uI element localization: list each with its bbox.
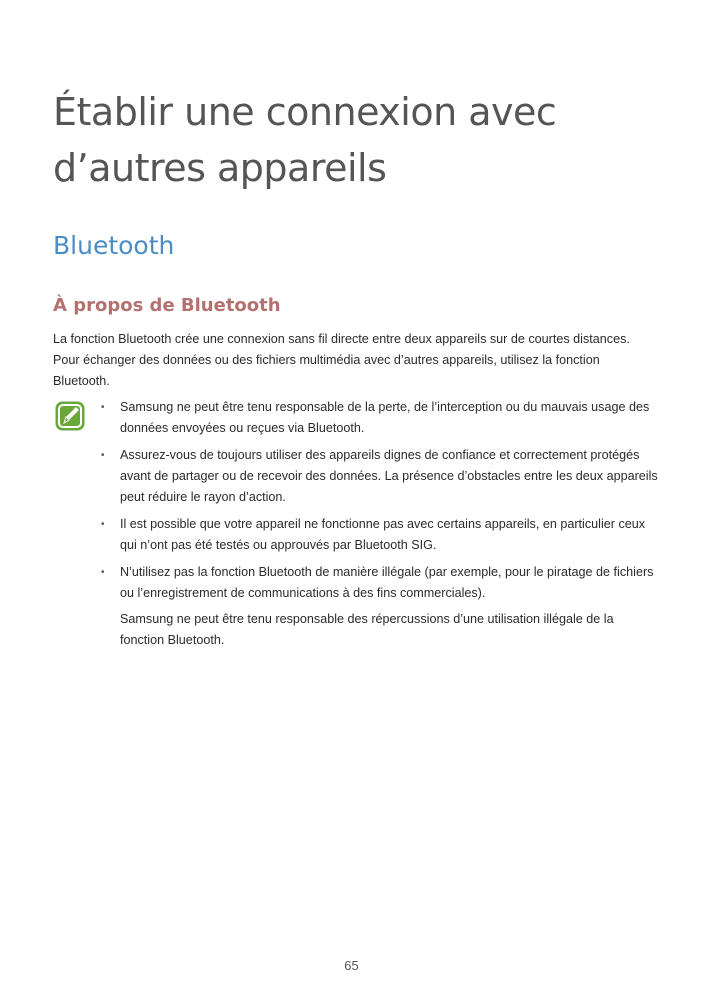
subsection-title: À propos de Bluetooth bbox=[53, 295, 281, 316]
note-bullet-item bbox=[100, 562, 660, 651]
bullet-text: Il est possible que votre appareil ne fonctionne pas avec certains appareils, en particulier ceux qui n’ont pas été testés ou approuvés par Bluetooth SIG. bbox=[120, 517, 646, 552]
page-title-line-2: d’autres appareils bbox=[53, 146, 387, 190]
note-bullet-list bbox=[100, 397, 660, 657]
bullet-text: N’utilisez pas la fonction Bluetooth de manière illégale (par exemple, pour le piratage de fichiers ou l’enregistrement de communications à des fins commerciales). bbox=[120, 565, 654, 600]
note-bullet-item bbox=[100, 514, 660, 556]
page-title-line-1: Établir une connexion avec bbox=[53, 90, 557, 134]
bullet-text: Assurez-vous de toujours utiliser des appareils dignes de confiance et correctement protégés avant de partager ou de recevoir des données. La présence d’obstacles entre les deux appareils peut réduire le rayon d’action. bbox=[120, 448, 658, 504]
section-title: Bluetooth bbox=[53, 231, 175, 260]
note-bullet-item bbox=[100, 397, 660, 439]
bullet-text: Samsung ne peut être tenu responsable de la perte, de l’interception ou du mauvais usage des données envoyées ou reçues via Bluetooth. bbox=[120, 400, 650, 435]
note-bullet-item bbox=[100, 445, 660, 508]
note-pen-icon bbox=[54, 400, 86, 432]
bullet-dot: • bbox=[101, 450, 105, 461]
page-title bbox=[53, 84, 673, 196]
intro-paragraph: La fonction Bluetooth crée une connexion sans fil directe entre deux appareils sur de courtes distances. Pour échanger des données ou des fichiers multimédia avec d’autres appareils, utilisez la fonction Bluetooth. bbox=[53, 332, 630, 388]
bullet-extra-text: Samsung ne peut être tenu responsable des répercussions d’une utilisation illégale de la fonction Bluetooth. bbox=[120, 612, 614, 647]
bullet-dot: • bbox=[101, 567, 105, 578]
page-number: 65 bbox=[344, 958, 359, 973]
bullet-dot: • bbox=[101, 519, 105, 530]
bullet-dot: • bbox=[101, 402, 105, 413]
